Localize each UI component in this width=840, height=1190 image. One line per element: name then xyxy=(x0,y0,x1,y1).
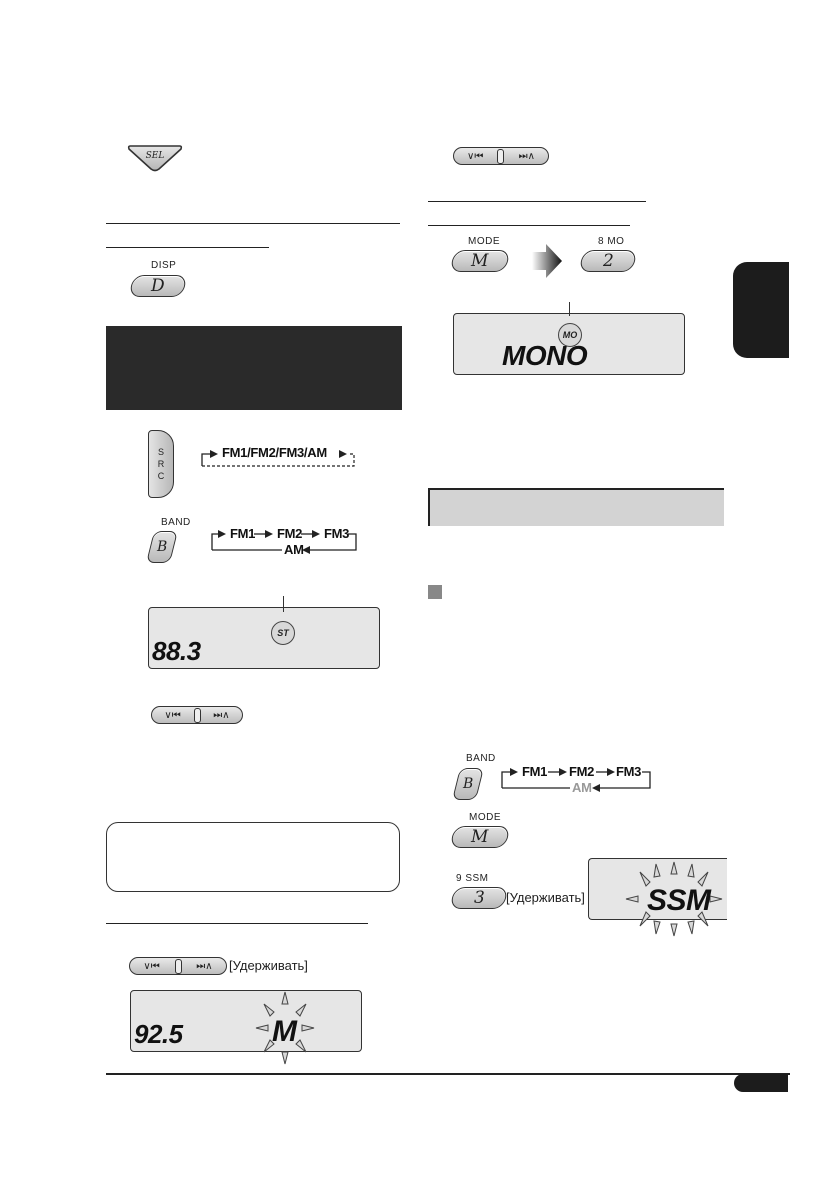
footer-rule xyxy=(106,1073,790,1075)
mo-key-label: 8 MO xyxy=(598,236,625,247)
st-indicator: ST xyxy=(271,621,295,645)
skip-forward-icon: ⏭∧ xyxy=(518,150,535,162)
arrow-icon xyxy=(265,530,273,538)
arrow-icon xyxy=(607,768,615,776)
skip-forward-icon: ⏭∧ xyxy=(213,709,230,721)
mode-key-label: MODE xyxy=(468,236,500,247)
skip-divider xyxy=(175,959,182,974)
section-heading-bar xyxy=(428,488,724,526)
sel-key-text: SEL xyxy=(145,151,165,161)
band-key-label: BAND xyxy=(161,517,191,528)
disp-key-label: DISP xyxy=(151,260,177,271)
src-letter: R xyxy=(157,459,165,469)
frequency-readout: 88.3 xyxy=(152,636,201,666)
band-button[interactable] xyxy=(146,531,178,563)
indicator-line xyxy=(283,596,284,612)
sel-button[interactable] xyxy=(127,143,183,173)
preset-3-key-text: 3 xyxy=(473,888,485,908)
divider xyxy=(106,247,269,248)
band-key-text: B xyxy=(462,776,474,792)
band-am: AM xyxy=(284,542,304,557)
ssm-readout: SSM xyxy=(647,884,711,917)
hold-instruction: [Удерживать] xyxy=(229,958,308,973)
divider xyxy=(428,201,646,202)
band-fm1: FM1 xyxy=(230,526,256,541)
arrow-icon xyxy=(559,768,567,776)
band-fm2: FM2 xyxy=(277,526,303,541)
src-flow-label: FM1/FM2/FM3/AM xyxy=(222,445,327,460)
mode-button[interactable] xyxy=(450,250,511,272)
band-key-text: B xyxy=(156,539,168,555)
divider xyxy=(106,923,368,924)
band-key-label: BAND xyxy=(466,753,496,764)
preset-2-key-text: 2 xyxy=(602,251,614,271)
arrow-icon xyxy=(218,530,226,538)
mode-button[interactable] xyxy=(450,826,511,848)
skip-back-icon: ∨⏮ xyxy=(164,709,181,721)
ssm-key-label: 9 SSM xyxy=(456,873,489,884)
arrow-icon xyxy=(510,768,518,776)
mode-key-label: MODE xyxy=(469,812,501,823)
preset-3-button[interactable] xyxy=(450,887,509,909)
step-bullet xyxy=(428,585,442,599)
disp-button[interactable] xyxy=(129,275,188,297)
skip-button-hold[interactable] xyxy=(129,957,227,975)
band-fm2: FM2 xyxy=(569,764,595,779)
arrow-icon xyxy=(592,784,600,792)
src-button[interactable] xyxy=(148,430,174,498)
skip-divider xyxy=(194,708,201,723)
band-am: AM xyxy=(572,780,592,795)
frequency-readout: 92.5 xyxy=(134,1019,183,1049)
section-header-block xyxy=(106,326,402,410)
preset-2-button[interactable] xyxy=(579,250,638,272)
disp-key-text: D xyxy=(151,276,165,296)
page-number-tab xyxy=(734,1074,788,1092)
memory-indicator: M xyxy=(272,1015,297,1048)
mode-key-text: M xyxy=(471,827,489,847)
src-letter: C xyxy=(157,471,165,481)
src-letter: S xyxy=(157,447,164,457)
divider xyxy=(106,223,400,224)
skip-button[interactable] xyxy=(151,706,243,724)
band-fm3: FM3 xyxy=(324,526,350,541)
mode-key-text: M xyxy=(471,251,489,271)
mono-indicator: MO xyxy=(558,323,582,347)
band-button[interactable] xyxy=(452,768,484,800)
skip-back-icon: ∨⏮ xyxy=(143,960,160,972)
arrow-icon xyxy=(339,450,347,458)
band-fm1: FM1 xyxy=(522,764,548,779)
band-fm3: FM3 xyxy=(616,764,642,779)
mono-readout: MONO xyxy=(502,340,588,371)
language-tab xyxy=(733,262,789,358)
skip-back-icon: ∨⏮ xyxy=(467,150,484,162)
skip-forward-icon: ⏭∧ xyxy=(196,960,213,972)
note-box xyxy=(106,822,400,892)
arrow-icon xyxy=(312,530,320,538)
skip-button[interactable] xyxy=(453,147,549,165)
skip-divider xyxy=(497,149,504,164)
arrow-icon xyxy=(210,450,218,458)
hold-instruction: [Удерживать] xyxy=(506,890,585,905)
next-step-arrow-icon xyxy=(532,244,562,278)
indicator-line xyxy=(569,302,570,316)
divider xyxy=(428,225,630,226)
